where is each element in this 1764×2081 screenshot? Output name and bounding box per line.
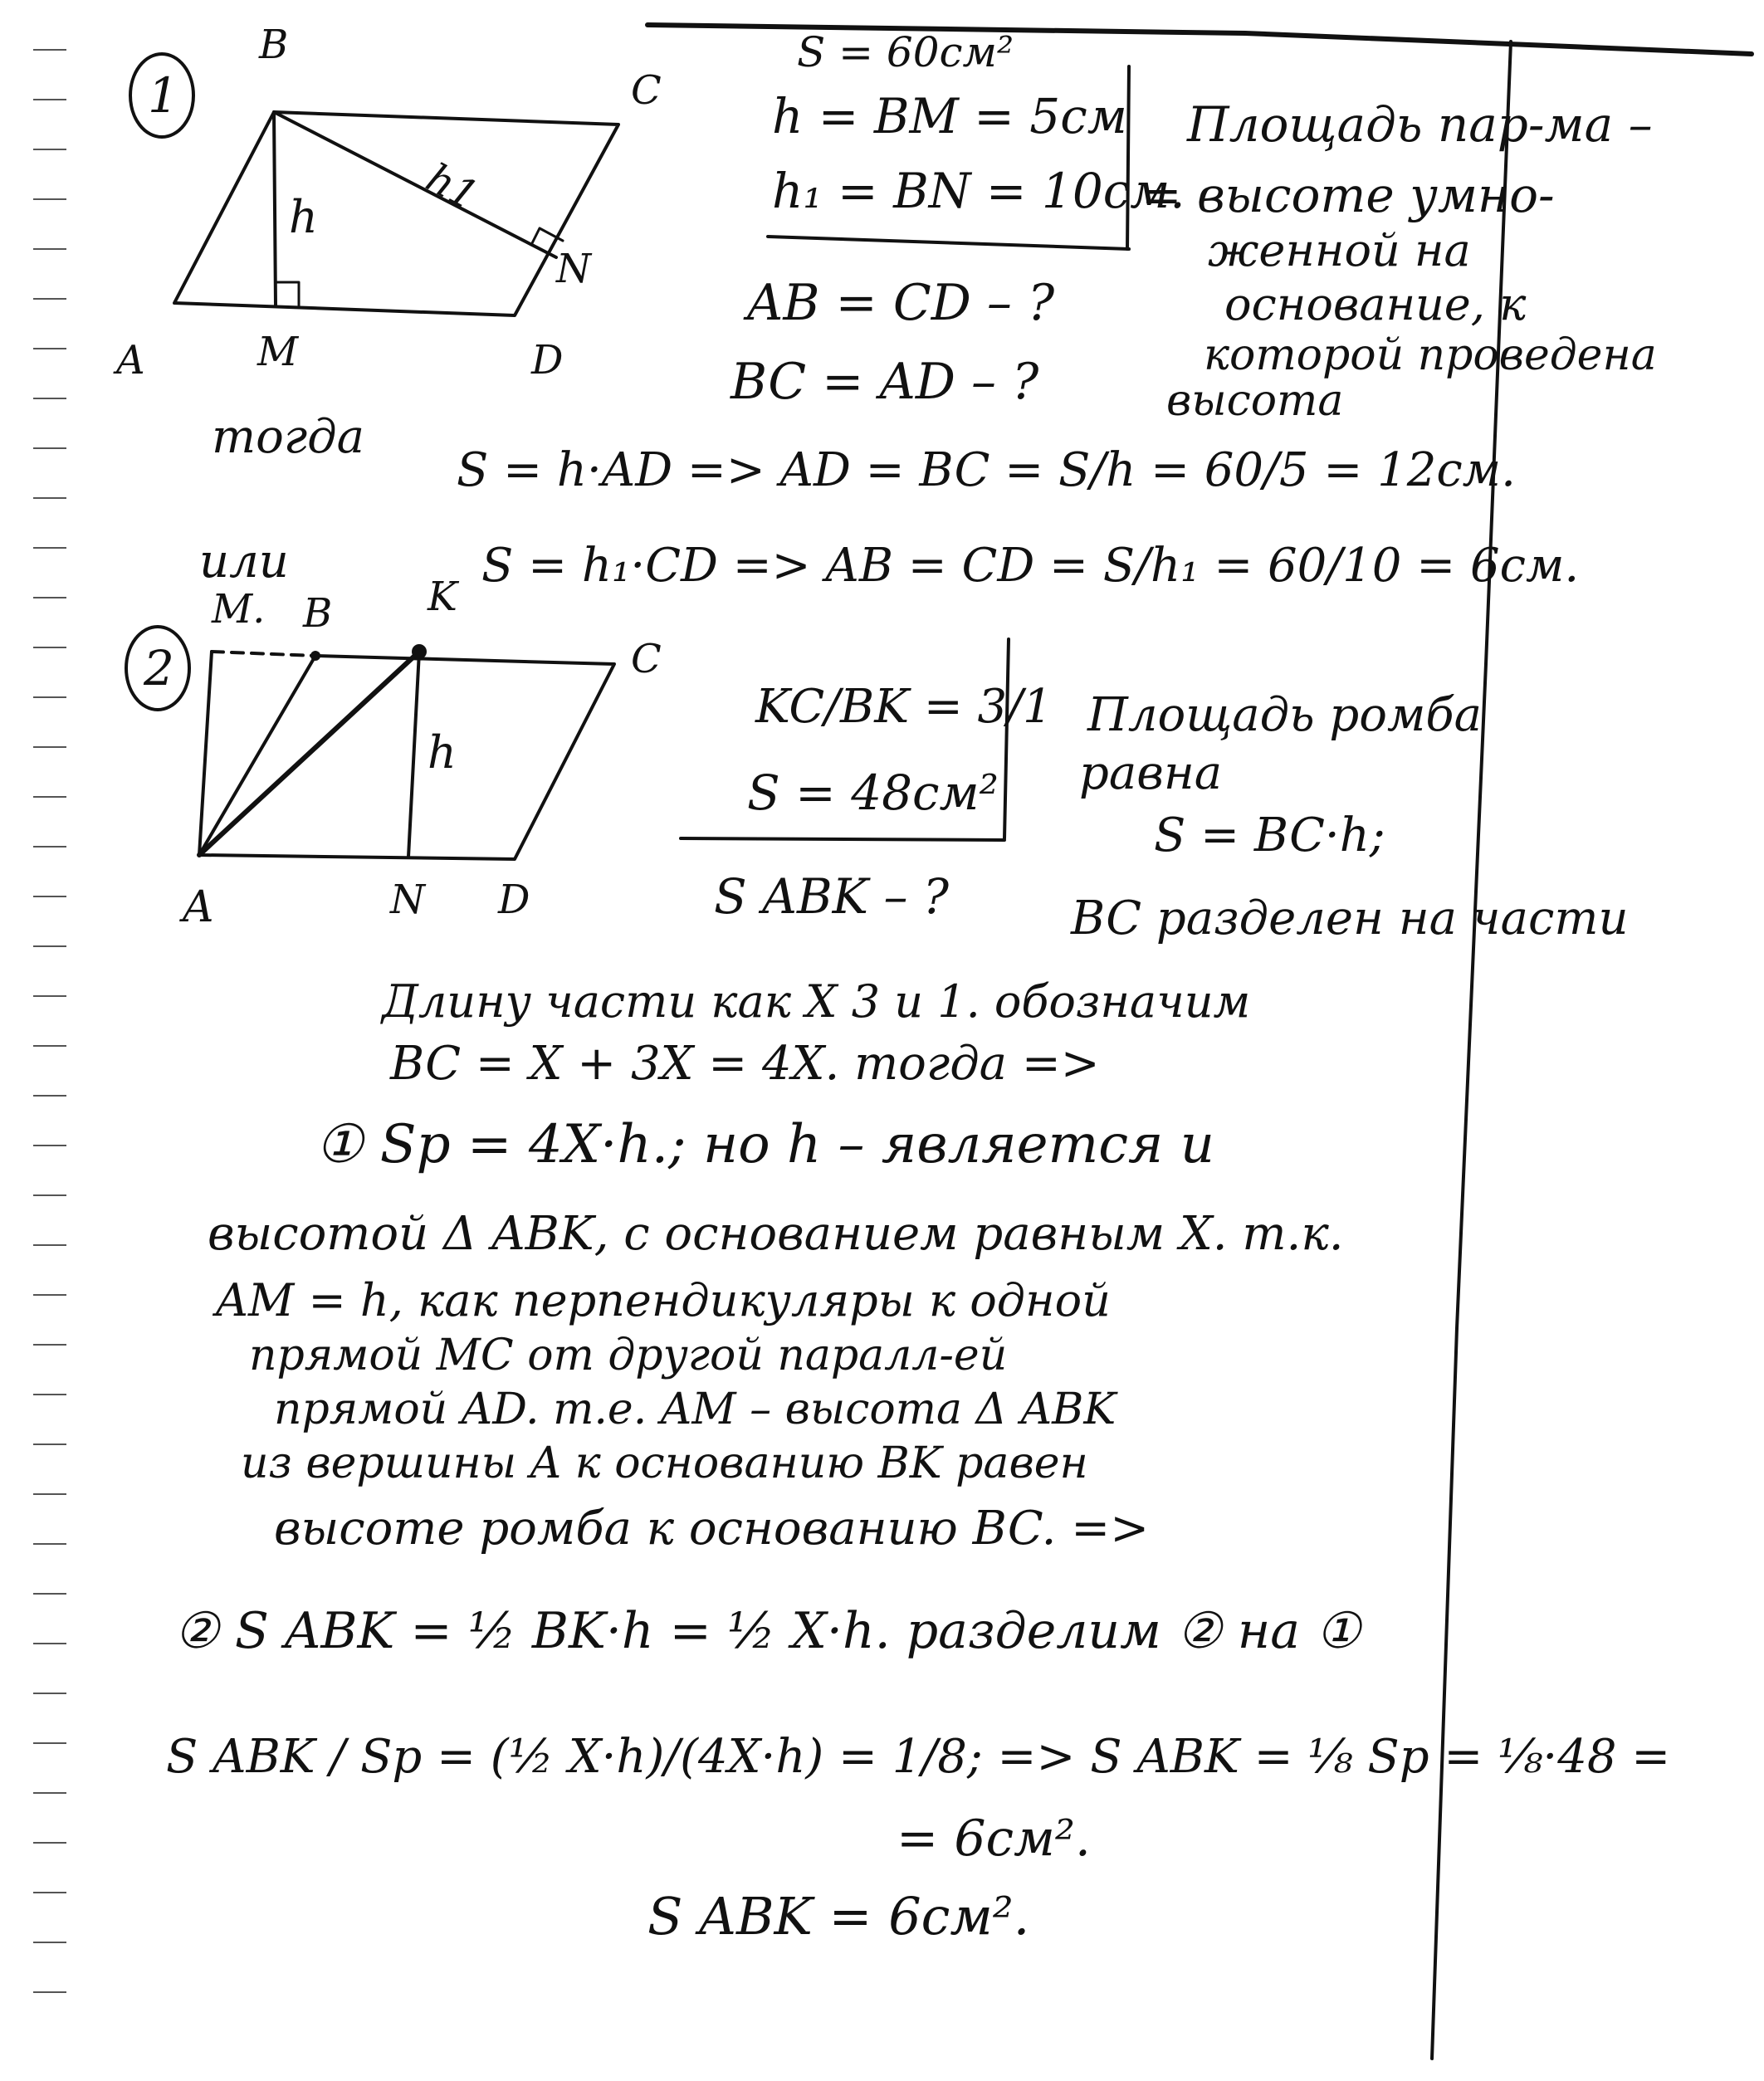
given-h: h = BM = 5см [772, 88, 1127, 144]
segment-ak [199, 652, 419, 855]
given-box-bottom [768, 237, 1129, 249]
solution-2-line: S = h₁·CD => AB = CD = S/h₁ = 60/10 = 6см. [481, 539, 1580, 593]
note-line-5: которой проведена [1204, 330, 1657, 380]
given-area: S = 60см² [797, 28, 1014, 76]
right-angle-m [276, 282, 299, 305]
vertex-n-label: N [556, 246, 591, 292]
question-ab-cd: AB = CD – ? [747, 274, 1055, 332]
then-word: тогда [212, 410, 364, 464]
sol2-line-6: прямой MC от другой паралл-ей [249, 1331, 1008, 1380]
rhombus-figure [179, 574, 662, 932]
sol2-line-2: BC = X + 3X = 4X. тогда => [390, 1037, 1100, 1091]
vertex-n2-label: N [390, 877, 425, 923]
sol2-line-8: из вершины A к основанию BK равен [241, 1439, 1088, 1488]
given-h1: h₁ = BN = 10см. [772, 163, 1185, 219]
solution-2-body [166, 975, 1670, 1947]
parallelogram-figure [113, 22, 662, 383]
sol2-line-11: S ABK / Sр = (½ X·h)/(4X·h) = 1/8; => S ABK = ⅛ Sр = ⅛·48 = [166, 1730, 1671, 1784]
problem-2 [126, 574, 1670, 1947]
vertex-a-label: A [116, 337, 145, 383]
note-line-4: основание, к [1224, 278, 1527, 330]
given-box-2-bottom [681, 838, 1004, 840]
sol2-line-13: S ABK = 6см². [647, 1886, 1030, 1947]
point-k-dot [412, 644, 427, 659]
note-line-1: Площадь пар-ма – [1187, 96, 1653, 153]
height-kn [408, 652, 419, 857]
extension-mb [212, 652, 315, 656]
fig-h1-label: h1 [418, 154, 486, 220]
sol2-line-7: прямой AD. т.е. AM – высота Δ ABK [274, 1385, 1117, 1434]
fig-h-label: h [289, 191, 318, 243]
vertex-a2-label: A [183, 882, 214, 932]
or-word: или [199, 535, 289, 589]
fig-h2-label: h [428, 726, 457, 779]
solution-1-line: S = h·AD => AD = BC = S/h = 60/5 = 12см. [457, 443, 1516, 497]
height-am [199, 652, 212, 855]
vertex-d2-label: D [498, 877, 530, 923]
sol2-line-1: Длину части как X 3 и 1. обозначим [382, 975, 1251, 1028]
rhombus-outline [199, 656, 614, 859]
sol2-line-5: AM = h, как перпендикуляры к одной [216, 1274, 1111, 1326]
note2-line-2: равна [1079, 746, 1223, 800]
question-s-abk: S ABK – ? [714, 868, 949, 925]
note-line-2: = высоте умно- [1141, 167, 1555, 223]
vertex-c2-label: C [631, 636, 662, 682]
sol2-line-12: = 6см². [897, 1810, 1091, 1868]
note-line-6: высота [1166, 376, 1344, 426]
theory-note-1 [1141, 96, 1657, 426]
vertex-d-label: D [531, 337, 564, 383]
note2-line-3: S = BC·h; [1154, 808, 1385, 862]
problem-2-number: 2 [144, 640, 174, 696]
vertex-b2-label: B [303, 590, 333, 637]
given-box-right [1127, 66, 1129, 249]
vertex-m2-label: M. [212, 586, 266, 633]
vertex-c-label: C [631, 67, 662, 114]
height-bm [274, 112, 276, 305]
sol2-line-9: высоте ромба к основанию BC. => [274, 1502, 1150, 1556]
parallelogram-outline [174, 112, 618, 315]
given-box-2-right [1004, 639, 1009, 838]
problem-1 [113, 22, 1657, 593]
given-block-1 [768, 28, 1185, 249]
note2-line-1: Площадь ромба [1087, 688, 1482, 742]
margin-ticks [33, 50, 66, 1992]
sol2-line-4: высотой Δ ABK, с основанием равным X. т.к. [208, 1207, 1344, 1261]
vertex-k-label: K [428, 574, 457, 620]
point-b-dot [310, 651, 320, 661]
vertex-b-label: B [259, 22, 289, 68]
note2-line-4: BC разделен на части [1071, 892, 1629, 945]
question-bc-ad: BC = AD – ? [731, 353, 1039, 411]
sol2-line-3: ① Sр = 4X·h.; но h – является и [315, 1114, 1214, 1175]
sol2-line-10: ② S ABK = ½ BK·h = ½ X·h. разделим ② на ① [174, 1602, 1361, 1660]
given-ratio: KC/BK = 3/1 [755, 680, 1053, 734]
given-area-2: S = 48см² [747, 764, 999, 821]
problem-1-number: 1 [148, 67, 178, 124]
theory-note-2 [1070, 688, 1629, 945]
vertex-m-label: M [257, 329, 299, 375]
note-line-3: женной на [1208, 224, 1471, 276]
given-block-2 [681, 639, 1053, 840]
